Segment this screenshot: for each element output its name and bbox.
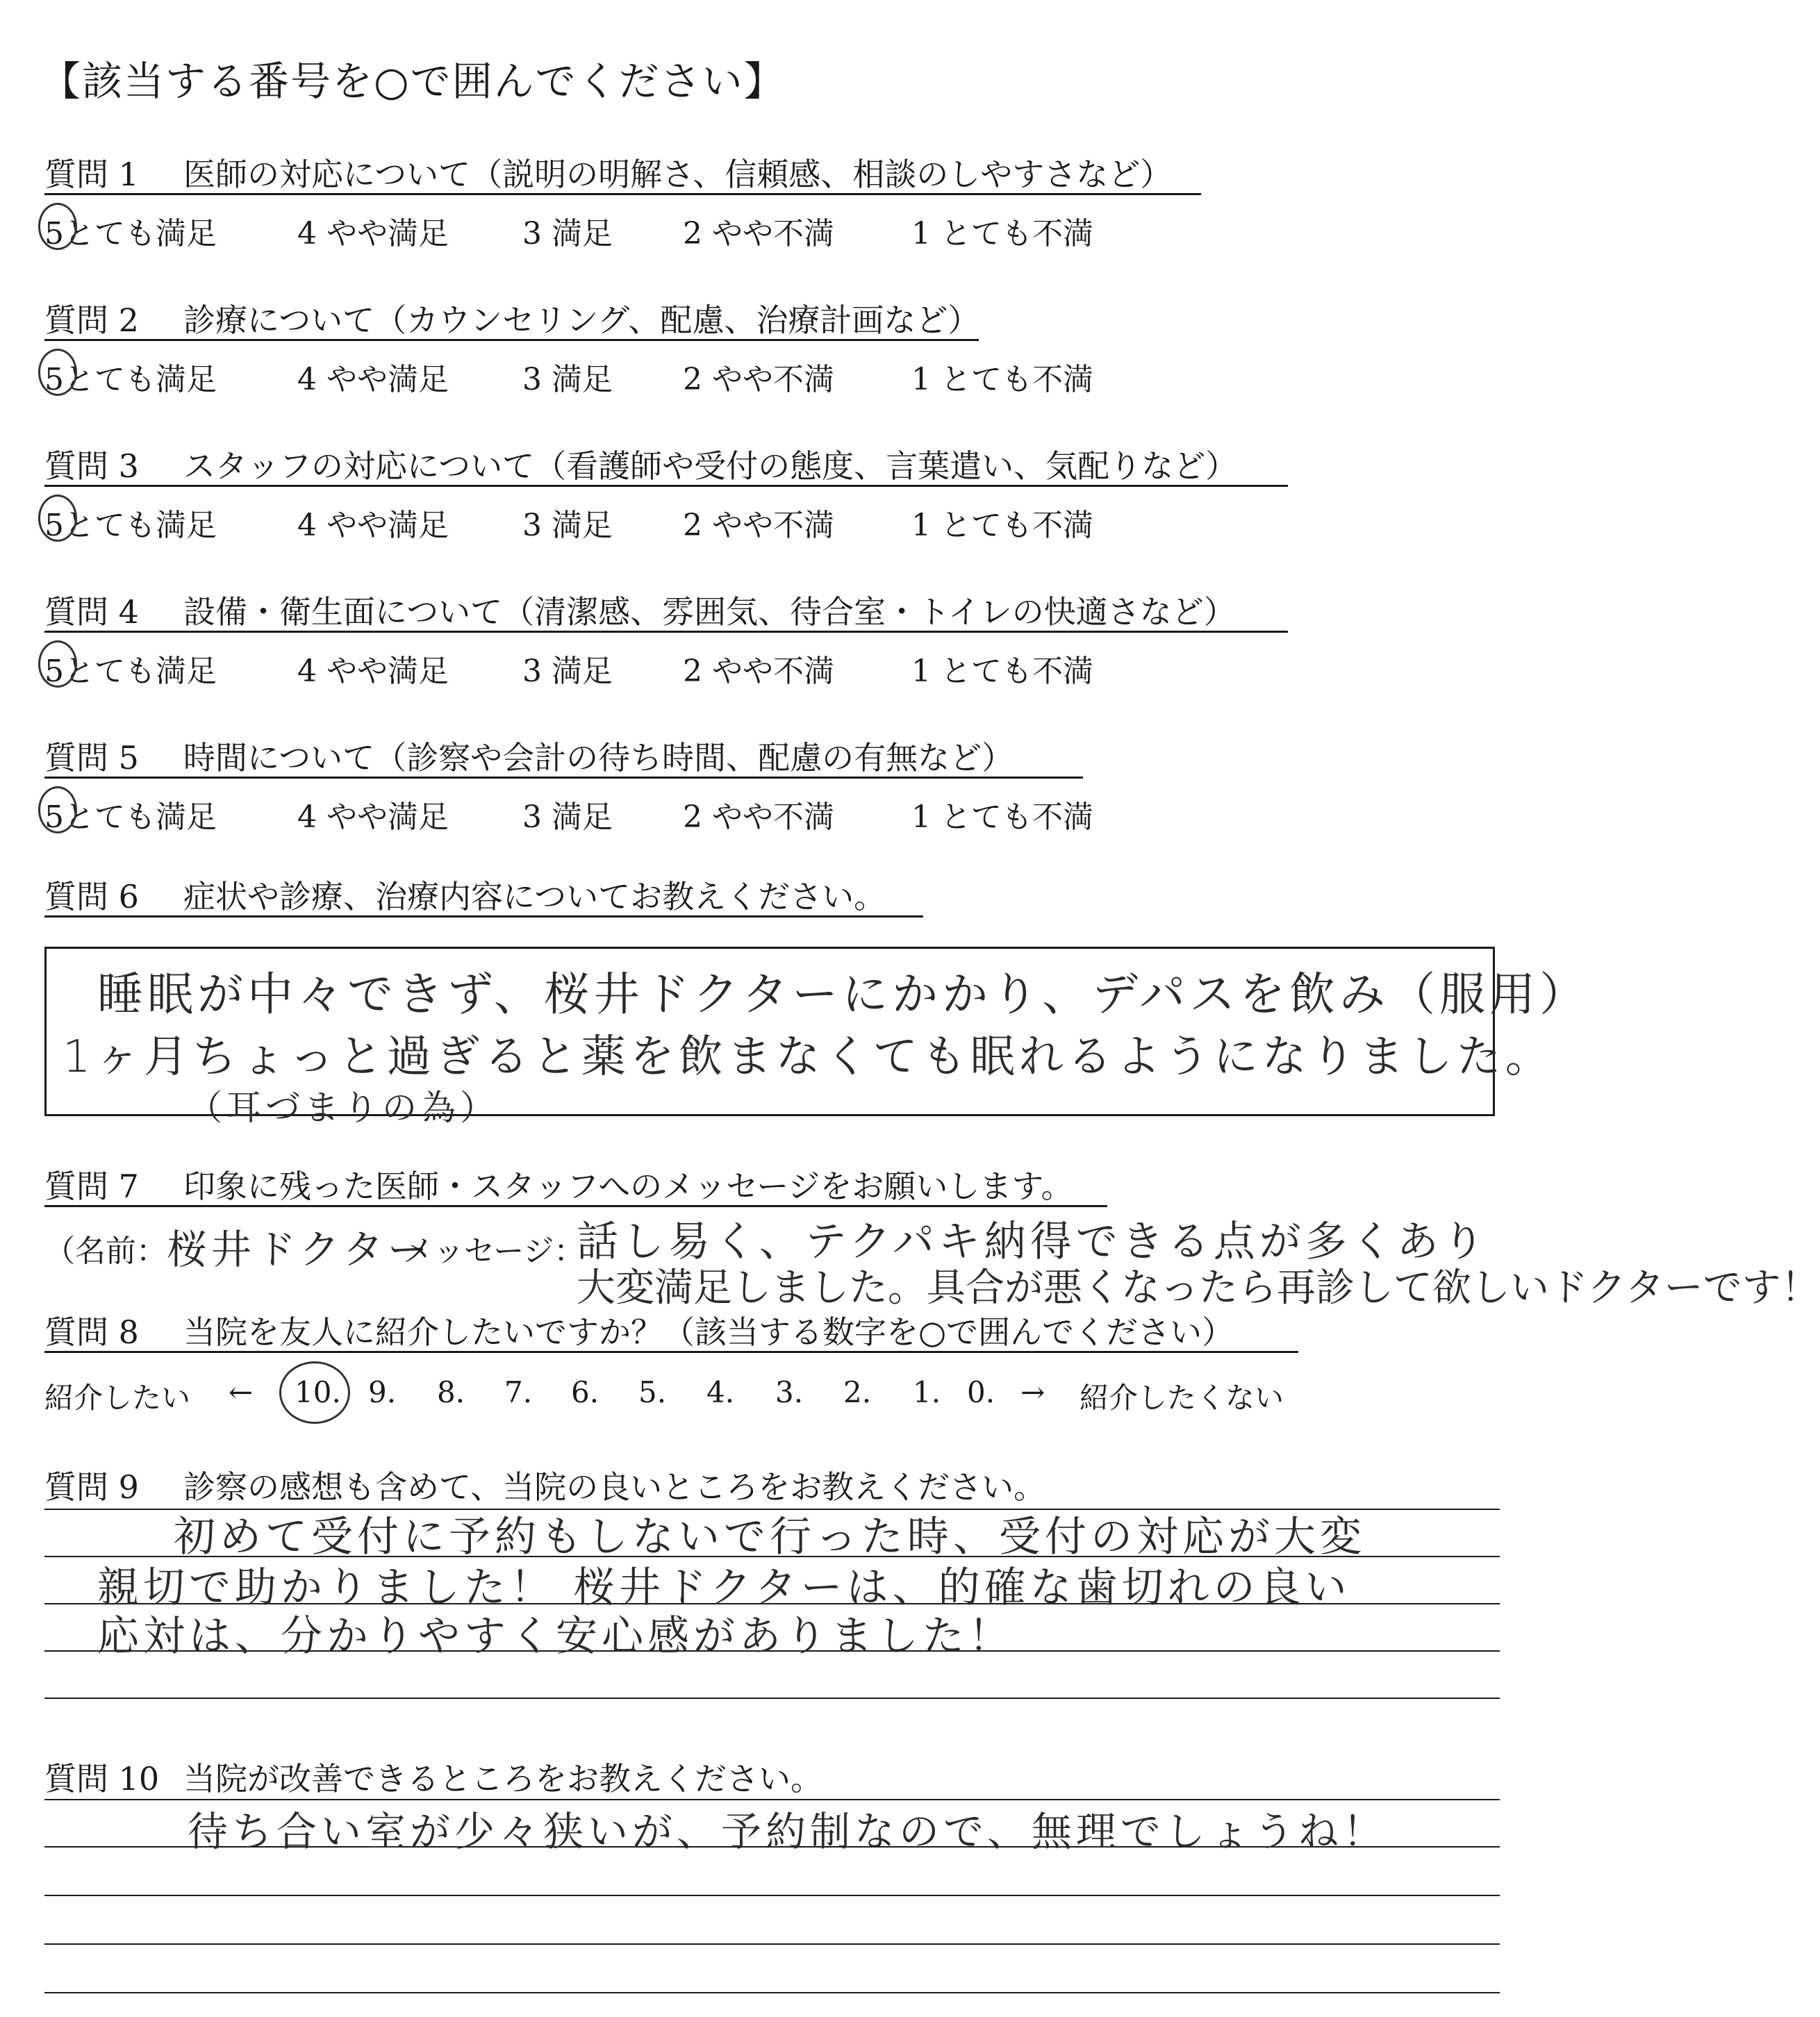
scale-option[interactable]: 2 やや不満: [683, 508, 834, 543]
question-2-scale: [0, 354, 1389, 396]
scale-option[interactable]: 1 とても不満: [911, 654, 1093, 689]
question-5-underline: [44, 777, 1083, 779]
q9-title: [44, 1462, 1045, 1508]
question-4-scale: [0, 646, 1389, 688]
selected-circle-mark: [38, 349, 77, 396]
q8-number: 質問 8: [44, 1313, 139, 1351]
scale-option[interactable]: 4 やや満足: [297, 654, 449, 689]
q6-answer-line-3: （耳づまりの為）: [188, 1088, 499, 1128]
scale-option[interactable]: 5とても満足: [44, 216, 217, 251]
q6-text: 症状や診療、治療内容についてお教えください。: [183, 878, 886, 915]
scale-option[interactable]: 5とても満足: [44, 654, 217, 689]
scale-option[interactable]: 5とても満足: [44, 508, 217, 543]
form-heading: 【該当する番号を○で囲んでください】: [40, 58, 786, 105]
q10-rule-5: [44, 1992, 1500, 1993]
question-text: 時間について（診察や会計の待ち時間、配慮の有無など）: [183, 739, 1014, 777]
q9-text: 診察の感想も含めて、当院の良いところをお教えください。: [183, 1468, 1046, 1506]
q7-underline: [44, 1205, 1107, 1207]
recommend-option[interactable]: 2.: [843, 1375, 872, 1409]
recommend-option[interactable]: 7.: [504, 1375, 533, 1409]
scale-option[interactable]: 3 満足: [522, 508, 613, 543]
question-number: 質問 2: [44, 301, 139, 339]
scale-option[interactable]: 4 やや満足: [297, 508, 449, 543]
q8-recommend-scale: [44, 1375, 1364, 1417]
q7-text: 印象に残った医師・スタッフへのメッセージをお願いします。: [183, 1168, 1073, 1205]
q9-answer-line-1: 初めて受付に予約もしないで行った時、受付の対応が大変: [174, 1513, 1366, 1561]
q6-title: [44, 872, 886, 918]
question-4-title: [44, 587, 1236, 633]
q7-name-value: 桜井ドクター: [167, 1226, 432, 1273]
selected-circle-mark: [38, 203, 77, 250]
scale-option[interactable]: 3 満足: [522, 654, 613, 689]
q6-number: 質問 6: [44, 878, 139, 915]
q9-number: 質問 9: [44, 1468, 139, 1506]
selected-circle-mark: [38, 640, 77, 688]
q10-answer-line-1: 待ち合い室が少々狭いが、予約制なので、無理でしょうね！: [188, 1808, 1387, 1855]
scale-option[interactable]: 5とても満足: [44, 362, 217, 397]
recommend-selected-circle: [279, 1361, 350, 1424]
q7-name-label: （名前：: [44, 1234, 167, 1269]
recommend-option[interactable]: 0.: [967, 1375, 995, 1409]
question-2-title: [44, 295, 979, 341]
q7-number: 質問 7: [44, 1168, 139, 1205]
recommend-option[interactable]: 8.: [437, 1375, 465, 1409]
q6-answer-line-1: 睡眠が中々できず、桜井ドクターにかかり、デパスを飲み（服用）: [97, 968, 1590, 1021]
recommend-option[interactable]: 3.: [775, 1375, 804, 1409]
question-number: 質問 5: [44, 739, 139, 777]
recommend-option[interactable]: 4.: [706, 1375, 735, 1409]
scale-option[interactable]: 2 やや不満: [683, 362, 834, 397]
scale-option[interactable]: 1 とても不満: [911, 508, 1093, 543]
scale-option[interactable]: 2 やや不満: [683, 216, 834, 251]
recommend-option[interactable]: 1.: [913, 1375, 941, 1409]
q9-answer-line-3: 応対は、分かりやすく安心感がありました！: [97, 1612, 1014, 1661]
scale-option[interactable]: 3 満足: [522, 216, 613, 251]
scale-option[interactable]: 1 とても不満: [911, 799, 1093, 835]
q10-rule-3: [44, 1895, 1500, 1896]
question-5-scale: [0, 792, 1389, 833]
q8-underline: [44, 1351, 1298, 1353]
scale-option[interactable]: 2 やや不満: [683, 799, 834, 835]
question-number: 質問 1: [44, 156, 139, 193]
scale-option[interactable]: 1 とても不満: [911, 362, 1093, 397]
question-1-scale: [0, 208, 1389, 250]
selected-circle-mark: [38, 786, 77, 833]
question-2-underline: [44, 339, 979, 341]
question-1-title: [44, 149, 1172, 195]
question-text: 医師の対応について（説明の明解さ、信頼感、相談のしやすさなど）: [183, 156, 1173, 193]
question-1-underline: [44, 193, 1201, 195]
question-3-title: [44, 441, 1237, 487]
q7-message-line-1: 話し易く、テクパキ納得できる点が多くあり: [577, 1218, 1489, 1266]
scale-option[interactable]: 4 やや満足: [297, 216, 449, 251]
scale-option[interactable]: 3 満足: [522, 362, 613, 397]
scale-option[interactable]: 3 満足: [522, 799, 613, 835]
q7-message-line-2: 大変満足しました。具合が悪くなったら再診して欲しいドクターです！: [577, 1265, 1820, 1311]
scale-option[interactable]: 4 やや満足: [297, 799, 449, 835]
recommend-option[interactable]: 5.: [638, 1375, 667, 1409]
q8-right-label: 紹介したくない: [1079, 1381, 1284, 1415]
q8-right-arrow: →: [1020, 1375, 1045, 1409]
question-number: 質問 4: [44, 593, 139, 631]
scale-option[interactable]: 2 やや不満: [683, 654, 834, 689]
question-text: スタッフの対応について（看護師や受付の態度、言葉遣い、気配りなど）: [183, 447, 1238, 485]
question-4-underline: [44, 631, 1288, 633]
scale-option[interactable]: 5とても満足: [44, 799, 217, 835]
question-3-underline: [44, 485, 1288, 487]
scale-option[interactable]: 4 やや満足: [297, 362, 449, 397]
question-number: 質問 3: [44, 447, 139, 485]
q6-answer-line-2: 1ヶ月ちょっと過ぎると薬を飲まなくても眠れるようになりました。: [63, 1031, 1554, 1083]
q10-number: 質問 10: [44, 1760, 160, 1798]
q9-answer-line-2: 親切で助かりました！ 桜井ドクターは、的確な歯切れの良い: [97, 1563, 1351, 1612]
q7-title: [44, 1161, 1073, 1207]
q8-left-arrow: ←: [229, 1375, 254, 1409]
recommend-option[interactable]: 6.: [571, 1375, 599, 1409]
q8-text: 当院を友人に紹介したいですか？（該当する数字を○で囲んでください）: [183, 1313, 1234, 1351]
q9-rule-5: [44, 1698, 1500, 1699]
q10-title: [44, 1754, 822, 1800]
question-text: 診療について（カウンセリング、配慮、治療計画など）: [183, 301, 980, 339]
question-3-scale: [0, 500, 1389, 542]
recommend-option[interactable]: 9.: [368, 1375, 397, 1409]
selected-circle-mark: [38, 495, 77, 542]
q6-underline: [44, 915, 923, 918]
q10-text: 当院が改善できるところをお教えください。: [183, 1760, 822, 1798]
question-5-title: [44, 733, 1014, 779]
question-text: 設備・衛生面について（清潔感、雰囲気、待合室・トイレの快適さなど）: [183, 593, 1236, 631]
q7-message-label: メッセージ：: [403, 1234, 585, 1269]
q10-rule-4: [44, 1943, 1500, 1945]
scale-option[interactable]: 1 とても不満: [911, 216, 1093, 251]
q8-title: [44, 1307, 1234, 1353]
recommend-option[interactable]: 10.: [295, 1375, 341, 1409]
q8-left-label: 紹介したい: [44, 1381, 191, 1415]
